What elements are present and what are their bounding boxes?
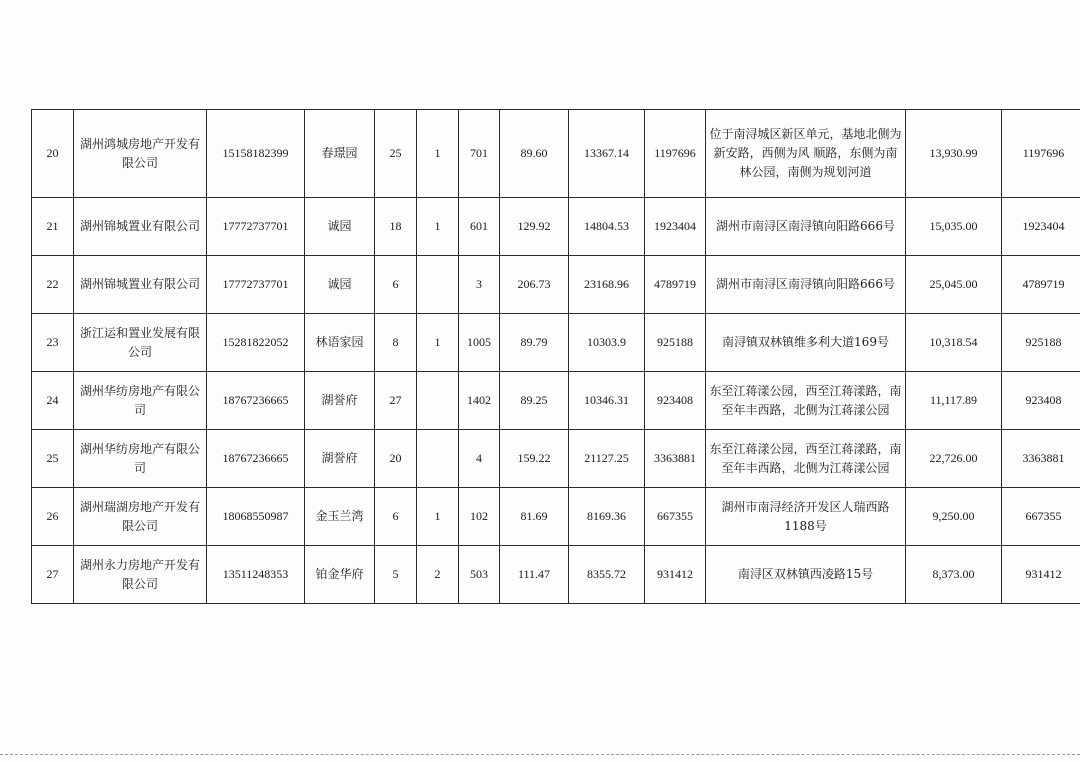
area-cell: 89.60: [500, 110, 569, 198]
address-cell: 位于南浔城区新区单元，基地北侧为新安路，西侧为风 顺路，东侧为南林公园，南侧为规划河道: [706, 110, 906, 198]
total-price-cell: 925188: [645, 314, 706, 372]
row-number-cell: 22: [32, 256, 74, 314]
project-cell: 金玉兰湾: [305, 488, 375, 546]
address-cell: 湖州市南浔区南浔镇向阳路666号: [706, 256, 906, 314]
total-price-record-cell: 923408: [1002, 372, 1080, 430]
row-number-cell: 20: [32, 110, 74, 198]
address-cell: 湖州市南浔经济开发区人瑞西路1188号: [706, 488, 906, 546]
phone-cell: 15158182399: [207, 110, 305, 198]
unit-price-cell: 21127.25: [569, 430, 645, 488]
table-body: [32, 110, 1080, 604]
address-cell: 湖州市南浔区南浔镇向阳路666号: [706, 198, 906, 256]
company-cell: 湖州永力房地产开发有限公司: [74, 546, 207, 604]
project-cell: 林语家园: [305, 314, 375, 372]
total-price-cell: 923408: [645, 372, 706, 430]
total-price-record-cell: 4789719: [1002, 256, 1080, 314]
building-cell: 25: [375, 110, 417, 198]
total-price-record-cell: 1197696: [1002, 110, 1080, 198]
building-cell: 18: [375, 198, 417, 256]
building-cell: 5: [375, 546, 417, 604]
project-cell: 春璟园: [305, 110, 375, 198]
table-row: [32, 372, 1080, 430]
address-cell: 南浔区双林镇西凌路15号: [706, 546, 906, 604]
phone-cell: 18068550987: [207, 488, 305, 546]
room-cell: 701: [459, 110, 500, 198]
room-cell: 503: [459, 546, 500, 604]
room-cell: 3: [459, 256, 500, 314]
area-cell: 89.79: [500, 314, 569, 372]
average-price-cell: 8,373.00: [906, 546, 1002, 604]
unit-price-cell: 10303.9: [569, 314, 645, 372]
total-price-record-cell: 925188: [1002, 314, 1080, 372]
company-cell: 湖州华纺房地产有限公司: [74, 372, 207, 430]
row-number-cell: 26: [32, 488, 74, 546]
phone-cell: 17772737701: [207, 256, 305, 314]
total-price-cell: 1923404: [645, 198, 706, 256]
unit-price-cell: 14804.53: [569, 198, 645, 256]
average-price-cell: 11,117.89: [906, 372, 1002, 430]
project-cell: 诚园: [305, 198, 375, 256]
address-cell: 东至江蒋漾公园，西至江蒋漾路，南至年丰西路，北侧为江蒋漾公园: [706, 430, 906, 488]
unit-cell: [417, 430, 459, 488]
room-cell: 1005: [459, 314, 500, 372]
table-row: [32, 198, 1080, 256]
area-cell: 89.25: [500, 372, 569, 430]
total-price-cell: 4789719: [645, 256, 706, 314]
unit-price-cell: 8169.36: [569, 488, 645, 546]
table-row: [32, 314, 1080, 372]
average-price-cell: 10,318.54: [906, 314, 1002, 372]
row-number-cell: 23: [32, 314, 74, 372]
table-row: [32, 430, 1080, 488]
area-cell: 111.47: [500, 546, 569, 604]
phone-cell: 15281822052: [207, 314, 305, 372]
page-bottom-rule: [0, 754, 1080, 755]
total-price-cell: 1197696: [645, 110, 706, 198]
address-cell: 南浔镇双林镇维多利大道169号: [706, 314, 906, 372]
average-price-cell: 22,726.00: [906, 430, 1002, 488]
unit-price-cell: 13367.14: [569, 110, 645, 198]
company-cell: 湖州鸿城房地产开发有限公司: [74, 110, 207, 198]
phone-cell: 13511248353: [207, 546, 305, 604]
unit-price-cell: 8355.72: [569, 546, 645, 604]
average-price-cell: 9,250.00: [906, 488, 1002, 546]
building-cell: 20: [375, 430, 417, 488]
room-cell: 1402: [459, 372, 500, 430]
unit-cell: 1: [417, 488, 459, 546]
table-row: [32, 546, 1080, 604]
building-cell: 8: [375, 314, 417, 372]
project-cell: 湖誉府: [305, 372, 375, 430]
total-price-record-cell: 3363881: [1002, 430, 1080, 488]
building-cell: 6: [375, 256, 417, 314]
unit-cell: [417, 256, 459, 314]
building-cell: 6: [375, 488, 417, 546]
area-cell: 159.22: [500, 430, 569, 488]
row-number-cell: 25: [32, 430, 74, 488]
total-price-record-cell: 667355: [1002, 488, 1080, 546]
phone-cell: 18767236665: [207, 372, 305, 430]
company-cell: 湖州锦城置业有限公司: [74, 256, 207, 314]
room-cell: 102: [459, 488, 500, 546]
table-row: [32, 110, 1080, 198]
phone-cell: 18767236665: [207, 430, 305, 488]
project-cell: 湖誉府: [305, 430, 375, 488]
company-cell: 浙江运和置业发展有限公司: [74, 314, 207, 372]
average-price-cell: 25,045.00: [906, 256, 1002, 314]
table-row: [32, 488, 1080, 546]
total-price-cell: 931412: [645, 546, 706, 604]
total-price-cell: 667355: [645, 488, 706, 546]
company-cell: 湖州瑞湖房地产开发有限公司: [74, 488, 207, 546]
unit-price-cell: 23168.96: [569, 256, 645, 314]
table-row: [32, 256, 1080, 314]
average-price-cell: 13,930.99: [906, 110, 1002, 198]
unit-cell: 2: [417, 546, 459, 604]
unit-cell: 1: [417, 110, 459, 198]
average-price-cell: 15,035.00: [906, 198, 1002, 256]
room-cell: 4: [459, 430, 500, 488]
unit-cell: 1: [417, 198, 459, 256]
total-price-record-cell: 1923404: [1002, 198, 1080, 256]
row-number-cell: 21: [32, 198, 74, 256]
phone-cell: 17772737701: [207, 198, 305, 256]
unit-cell: [417, 372, 459, 430]
company-cell: 湖州锦城置业有限公司: [74, 198, 207, 256]
total-price-record-cell: 931412: [1002, 546, 1080, 604]
project-cell: 诚园: [305, 256, 375, 314]
total-price-cell: 3363881: [645, 430, 706, 488]
row-number-cell: 24: [32, 372, 74, 430]
area-cell: 129.92: [500, 198, 569, 256]
building-cell: 27: [375, 372, 417, 430]
unit-price-cell: 10346.31: [569, 372, 645, 430]
row-number-cell: 27: [32, 546, 74, 604]
room-cell: 601: [459, 198, 500, 256]
unit-cell: 1: [417, 314, 459, 372]
address-cell: 东至江蒋漾公园，西至江蒋漾路，南至年丰西路，北侧为江蒋漾公园: [706, 372, 906, 430]
area-cell: 206.73: [500, 256, 569, 314]
housing-price-table: [31, 109, 1080, 604]
company-cell: 湖州华纺房地产有限公司: [74, 430, 207, 488]
project-cell: 铂金华府: [305, 546, 375, 604]
area-cell: 81.69: [500, 488, 569, 546]
